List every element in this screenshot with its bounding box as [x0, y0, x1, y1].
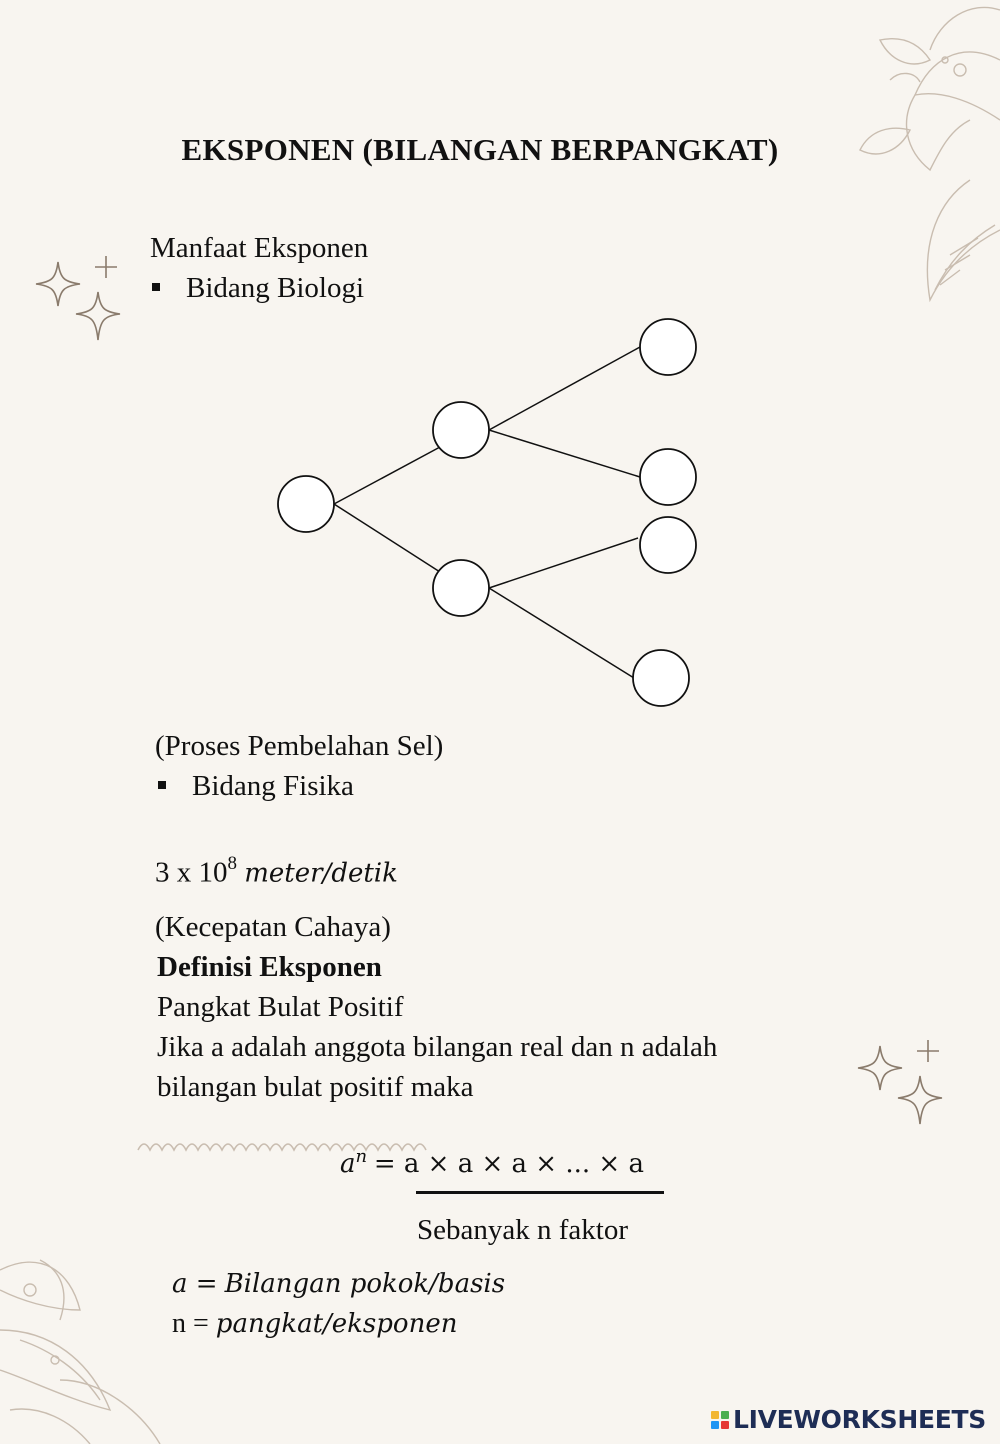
legend-n-rhs: pangkat/eksponen: [215, 1309, 458, 1339]
cell-node: [433, 402, 489, 458]
legend-n: [172, 1308, 457, 1340]
cell-division-diagram: [270, 310, 710, 725]
list-item-label: Bidang Fisika: [192, 770, 354, 802]
definisi-line-1: Jika a adalah anggota bilangan real dan n adalah: [157, 1031, 718, 1063]
logo-text: LIVEWORKSHEETS: [732, 1405, 986, 1434]
sparkle-decoration-right: [852, 1034, 952, 1144]
definisi-subheading: Pangkat Bulat Positif: [157, 991, 404, 1023]
liveworksheets-logo[interactable]: [711, 1405, 986, 1434]
edge: [489, 430, 640, 477]
cell-node: [640, 319, 696, 375]
cell-node: [640, 517, 696, 573]
list-item-label: Bidang Biologi: [186, 272, 365, 304]
manfaat-heading: Manfaat Eksponen: [150, 232, 369, 264]
underbrace-label: Sebanyak n faktor: [417, 1214, 628, 1246]
formula: [340, 1146, 644, 1179]
formula-base: a: [340, 1149, 356, 1179]
edge: [489, 538, 638, 588]
legend-a-lhs: a =: [172, 1269, 218, 1299]
definisi-line-2: bilangan bulat positif maka: [157, 1071, 474, 1103]
underbrace-line: [416, 1191, 664, 1194]
cell-node: [640, 449, 696, 505]
cell-node: [278, 476, 334, 532]
floral-decoration-bottom-left: [0, 1230, 200, 1444]
page-title: EKSPONEN (BILANGAN BERPANGKAT): [181, 132, 779, 167]
legend-n-lhs: n =: [172, 1308, 209, 1339]
edge: [489, 588, 634, 678]
biologi-caption: (Proses Pembelahan Sel): [155, 730, 444, 762]
list-item-biologi: [152, 268, 364, 308]
cell-node: [633, 650, 689, 706]
definisi-heading: Definisi Eksponen: [157, 951, 382, 983]
logo-icon: [711, 1411, 729, 1429]
legend-a-rhs: Bilangan pokok/basis: [224, 1269, 506, 1299]
fisika-expression: [155, 846, 398, 894]
list-item-fisika: [158, 766, 354, 806]
edge: [489, 347, 640, 430]
formula-rhs: = a × a × a × ... × a: [373, 1149, 644, 1179]
legend-a: [172, 1268, 505, 1300]
exponent: 8: [227, 853, 237, 874]
bullet-icon: [158, 781, 166, 789]
sparkle-decoration-left: [30, 250, 130, 360]
edge: [334, 504, 440, 572]
coefficient: 3 x 10: [155, 856, 228, 889]
unit: meter/detik: [244, 858, 398, 889]
fisika-caption: (Kecepatan Cahaya): [155, 911, 391, 943]
formula-exponent: n: [355, 1146, 368, 1167]
edge: [334, 447, 440, 504]
cell-node: [433, 560, 489, 616]
bullet-icon: [152, 283, 160, 291]
